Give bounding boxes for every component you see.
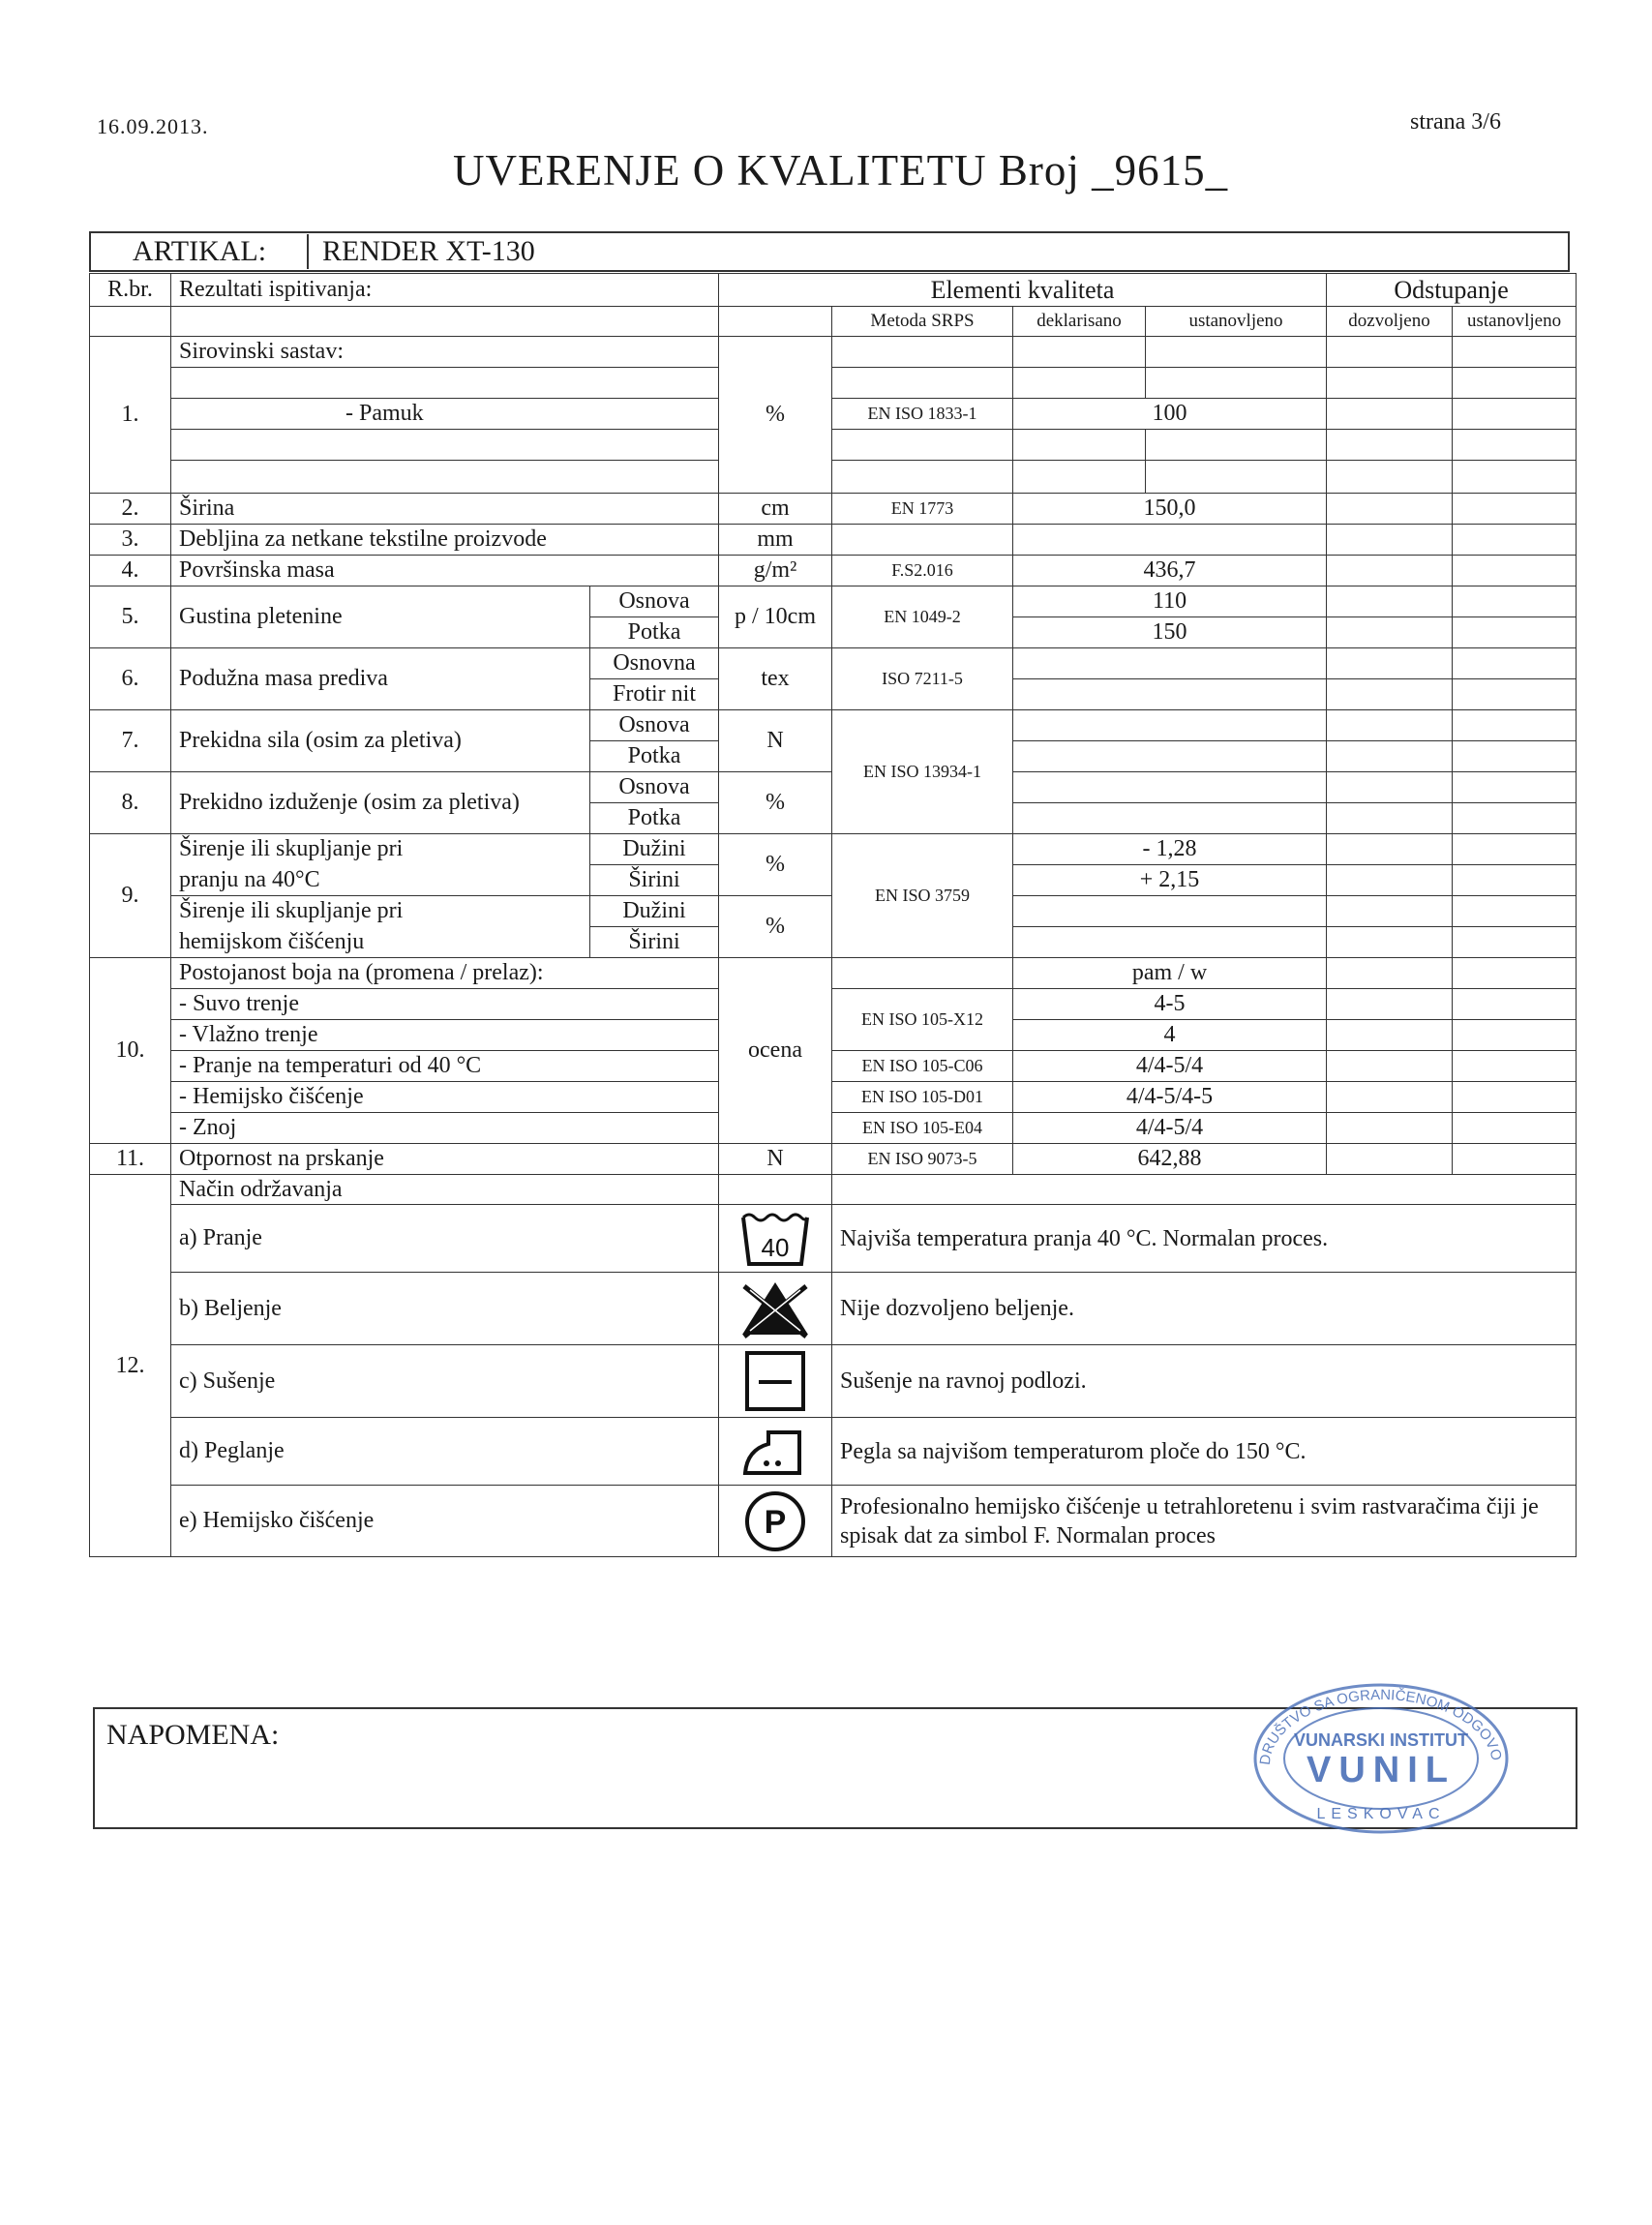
row-4-label: Površinska masa <box>171 556 719 586</box>
row-2-unit: cm <box>719 494 832 525</box>
row-11-method: EN ISO 9073-5 <box>832 1144 1013 1175</box>
row-5-value-2: 150 <box>1013 617 1327 648</box>
row-6-sub-2: Frotir nit <box>590 679 719 710</box>
row-3-unit: mm <box>719 525 832 556</box>
col-declared: deklarisano <box>1013 307 1146 337</box>
row-2-label: Širina <box>171 494 719 525</box>
row-10-item-1-value: 4-5 <box>1013 989 1327 1020</box>
col-rbr: R.br. <box>90 274 171 307</box>
row-5-label: Gustina pletenine <box>171 586 590 648</box>
row-11-unit: N <box>719 1144 832 1175</box>
row-1-value: 100 <box>1013 399 1327 430</box>
artikal-label: ARTIKAL: <box>92 234 309 269</box>
row-5-sub-1: Osnova <box>590 586 719 617</box>
document-title: UVERENJE O KVALITETU Broj _9615_ <box>453 146 1229 195</box>
col-deviation: Odstupanje <box>1327 274 1577 307</box>
row-9-sub-4: Širini <box>590 927 719 958</box>
row-6-sub-1: Osnovna <box>590 648 719 679</box>
row-9-label-a2: pranju na 40°C <box>171 865 590 896</box>
row-10-item-5-value: 4/4-5/4 <box>1013 1113 1327 1144</box>
row-7-method: EN ISO 13934-1 <box>832 710 1013 834</box>
row-10-number: 10. <box>90 958 171 1144</box>
row-3-number: 3. <box>90 525 171 556</box>
stamp-ring-text: DRUŠTVO SA OGRANIČENOM ODGOVO <box>1256 1686 1505 1766</box>
row-1-method: EN ISO 1833-1 <box>832 399 1013 430</box>
row-7-number: 7. <box>90 710 171 772</box>
row-10-item-2-value: 4 <box>1013 1020 1327 1051</box>
row-10-unit: ocena <box>719 958 832 1144</box>
row-9-sub-2: Širini <box>590 865 719 896</box>
wash-40-icon <box>739 1210 811 1268</box>
row-9-sub-3: Dužini <box>590 896 719 927</box>
col-elements: Elementi kvaliteta <box>719 274 1327 307</box>
document-date: 16.09.2013. <box>97 114 209 138</box>
col-established-2: ustanovljeno <box>1453 307 1577 337</box>
row-10-head-value: pam / w <box>1013 958 1327 989</box>
row-5-value-1: 110 <box>1013 586 1327 617</box>
row-7-unit: N <box>719 710 832 772</box>
row-10-item-3-label: - Pranje na temperaturi od 40 °C <box>171 1051 719 1082</box>
dryclean-letter: P <box>764 1503 787 1541</box>
col-allowed: dozvoljeno <box>1327 307 1453 337</box>
care-item-1-desc: Najviša temperatura pranja 40 °C. Normalan proces. <box>832 1205 1577 1273</box>
care-item-1-label: a) Pranje <box>171 1205 719 1273</box>
row-6-number: 6. <box>90 648 171 710</box>
row-10-item-3-method: EN ISO 105-C06 <box>832 1051 1013 1082</box>
row-1-label: Sirovinski sastav: <box>171 337 719 368</box>
stamp-line-1: VUNARSKI INSTITUT <box>1294 1730 1468 1750</box>
row-11-label: Otpornost na prskanje <box>171 1144 719 1175</box>
care-item-5-desc: Profesionalno hemijsko čišćenje u tetrahloretenu i svim rastvaračima čiji je spisak dat za simbol F. Normalan proces <box>832 1486 1577 1557</box>
care-item-3-icon-cell <box>719 1345 832 1418</box>
col-method: Metoda SRPS <box>832 307 1013 337</box>
row-10-item-5-label: - Znoj <box>171 1113 719 1144</box>
care-item-2-icon-cell <box>719 1273 832 1345</box>
row-5-sub-2: Potka <box>590 617 719 648</box>
quality-table <box>89 273 1577 1557</box>
row-7-sub-2: Potka <box>590 741 719 772</box>
row-5-method: EN 1049-2 <box>832 586 1013 648</box>
row-10-item-4-value: 4/4-5/4-5 <box>1013 1082 1327 1113</box>
iron-150-icon <box>739 1425 811 1479</box>
care-item-3-desc: Sušenje na ravnoj podlozi. <box>832 1345 1577 1418</box>
care-item-1-icon-cell <box>719 1205 832 1273</box>
row-9-unit-b: % <box>719 896 832 958</box>
artikal-value: RENDER XT-130 <box>322 235 535 267</box>
page-number: strana 3/6 <box>1410 109 1501 135</box>
row-1-number: 1. <box>90 337 171 494</box>
stamp-line-3: LESKOVAC <box>1316 1806 1446 1822</box>
row-9-sub-1: Dužini <box>590 834 719 865</box>
no-bleach-icon <box>736 1277 814 1340</box>
dryclean-p-icon <box>743 1489 807 1553</box>
row-7-sub-1: Osnova <box>590 710 719 741</box>
row-6-unit: tex <box>719 648 832 710</box>
row-4-method: F.S2.016 <box>832 556 1013 586</box>
row-6-method: ISO 7211-5 <box>832 648 1013 710</box>
row-8-sub-1: Osnova <box>590 772 719 803</box>
row-8-number: 8. <box>90 772 171 834</box>
care-item-4-label: d) Peglanje <box>171 1418 719 1486</box>
care-item-5-label: e) Hemijsko čišćenje <box>171 1486 719 1557</box>
row-5-number: 5. <box>90 586 171 648</box>
artikal-box <box>89 231 1570 272</box>
row-10-label: Postojanost boja na (promena / prelaz): <box>171 958 719 989</box>
care-item-2-label: b) Beljenje <box>171 1273 719 1345</box>
row-8-sub-2: Potka <box>590 803 719 834</box>
row-10-item-1-label: - Suvo trenje <box>171 989 719 1020</box>
row-2-number: 2. <box>90 494 171 525</box>
row-1-unit: % <box>719 337 832 494</box>
dry-flat-icon <box>743 1349 807 1413</box>
row-6-label: Podužna masa prediva <box>171 648 590 710</box>
row-9-label-b1: Širenje ili skupljanje pri <box>171 896 590 927</box>
row-10-item-5-method: EN ISO 105-E04 <box>832 1113 1013 1144</box>
care-item-4-desc: Pegla sa najvišom temperaturom ploče do 150 °C. <box>832 1418 1577 1486</box>
care-item-5-icon-cell <box>719 1486 832 1557</box>
col-established: ustanovljeno <box>1146 307 1327 337</box>
stamp-line-2: VUNIL <box>1307 1750 1456 1790</box>
row-9-method: EN ISO 3759 <box>832 834 1013 958</box>
care-item-2-desc: Nije dozvoljeno beljenje. <box>832 1273 1577 1345</box>
row-10-item-3-value: 4/4-5/4 <box>1013 1051 1327 1082</box>
row-12-number: 12. <box>90 1175 171 1557</box>
row-11-number: 11. <box>90 1144 171 1175</box>
row-9-label-b2: hemijskom čišćenju <box>171 927 590 958</box>
row-9-label-a1: Širenje ili skupljanje pri <box>171 834 590 865</box>
stamp-graphic <box>1241 1673 1521 1838</box>
institute-stamp <box>1241 1673 1521 1843</box>
row-3-label: Debljina za netkane tekstilne proizvode <box>171 525 719 556</box>
row-10-item-4-label: - Hemijsko čišćenje <box>171 1082 719 1113</box>
row-11-value: 642,88 <box>1013 1144 1327 1175</box>
note-label: NAPOMENA: <box>106 1719 280 1751</box>
row-4-value: 436,7 <box>1013 556 1327 586</box>
row-4-number: 4. <box>90 556 171 586</box>
row-8-unit: % <box>719 772 832 834</box>
wash-temp-text: 40 <box>761 1232 790 1262</box>
row-9-value-1: - 1,28 <box>1013 834 1327 865</box>
care-item-3-label: c) Sušenje <box>171 1345 719 1418</box>
row-9-number: 9. <box>90 834 171 958</box>
row-2-value: 150,0 <box>1013 494 1327 525</box>
row-7-label: Prekidna sila (osim za pletiva) <box>171 710 590 772</box>
row-10-item-2-label: - Vlažno trenje <box>171 1020 719 1051</box>
row-10-item-4-method: EN ISO 105-D01 <box>832 1082 1013 1113</box>
row-12-label: Način održavanja <box>171 1175 719 1205</box>
row-4-unit: g/m² <box>719 556 832 586</box>
row-5-unit: p / 10cm <box>719 586 832 648</box>
row-10-item-1-method: EN ISO 105-X12 <box>832 989 1013 1051</box>
row-2-method: EN 1773 <box>832 494 1013 525</box>
col-results: Rezultati ispitivanja: <box>171 274 719 307</box>
row-1-sub: - Pamuk <box>171 399 719 430</box>
row-8-label: Prekidno izduženje (osim za pletiva) <box>171 772 590 834</box>
row-9-value-2: + 2,15 <box>1013 865 1327 896</box>
row-9-unit-a: % <box>719 834 832 896</box>
care-item-4-icon-cell <box>719 1418 832 1486</box>
